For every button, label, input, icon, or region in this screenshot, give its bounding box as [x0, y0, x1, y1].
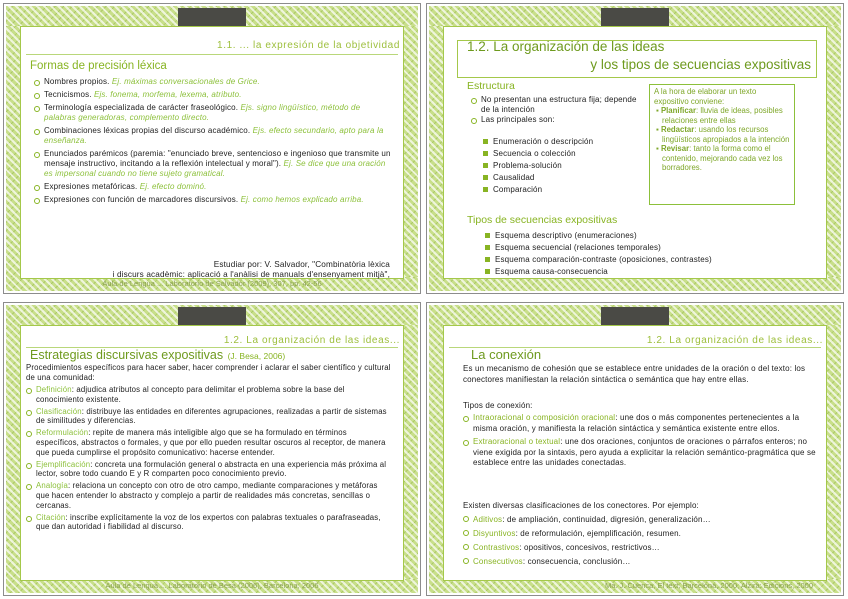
list-item — [34, 195, 392, 205]
list-item — [34, 182, 392, 192]
tip-text: : usando los recursos lingüísticos apropiados a la intención — [662, 125, 790, 144]
slide-4 — [426, 302, 844, 596]
class-name: Contrastivos — [473, 543, 520, 552]
list-item — [463, 513, 819, 527]
list-item — [463, 413, 819, 434]
class-name: Aditivos — [473, 515, 503, 524]
title-citation: (J. Besa, 2006) — [227, 351, 286, 361]
class-text: : de ampliación, continuidad, digresión, generalización… — [502, 515, 711, 524]
section-header: 1.1. ... la expresión de la objetividad — [217, 40, 400, 51]
class-name: Disyuntivos — [473, 529, 516, 538]
slide-footer: Ma. J. Cuenca, El text, Barcelona, 2000, Alzira: Edicions, 2000 — [604, 581, 813, 590]
slide-title: Formas de precisión léxica — [30, 60, 167, 72]
section-header: 1.2. La organización de las ideas... — [223, 335, 400, 346]
tip-label: Planificar — [660, 106, 697, 115]
list-item: Problema-solución — [483, 160, 643, 172]
tipos-list — [485, 230, 815, 278]
class-text: : de reformulación, ejemplificación, resumen. — [515, 529, 682, 538]
item-example: Ej. Se dice que una oración es impersonal cuando no tiene sujeto gramatical. — [44, 159, 386, 178]
class-text: : opositivos, concesivos, restrictivos… — [519, 543, 660, 552]
list-item — [26, 428, 392, 457]
list-item — [26, 460, 392, 480]
strategy-text: : repite de manera más inteligible algo que se ha formulado en términos específicos, abstractos o formales, y que por ello pueden resultar oscuros al receptor, de manera que pueda cumplirse el propósito comunicativo: hacerse entender. — [36, 428, 386, 457]
list-item — [463, 541, 819, 555]
tip-text: : tanto la forma como el contenido, mejorando cada vez los borradores. — [662, 144, 783, 172]
list-item — [463, 437, 819, 469]
type-name: Intraoracional o composición oracional — [473, 413, 616, 422]
list-item — [26, 385, 392, 405]
list-item: Enumeración o descripción — [483, 136, 643, 148]
item-text: Tecnicismos. — [44, 90, 92, 99]
list-item — [34, 126, 392, 146]
slide-title: La conexión — [471, 347, 542, 362]
list-item — [463, 555, 819, 569]
strategy-name: Analogía — [36, 481, 68, 491]
tip-item: ▪ Redactar: usando los recursos lingüísticos apropiados a la intención — [656, 125, 790, 144]
list-item — [34, 77, 392, 87]
item-example: Ejs. signo lingüístico, método de palabras generadoras, complemento directo. — [44, 103, 361, 122]
citation: Estudiar por: V. Salvador, "Combinatòria lèxica i discurs acadèmic: aplicació a l'anàlisi de manuals d'ensenyament mitjà", — [112, 260, 390, 279]
item-text: Combinaciones léxicas propias del discurso académico. — [44, 126, 251, 135]
type-text: : une dos oraciones, conjuntos de oraciones o párrafos enteros; no viene exigida por la sintaxis, pero ayuda a explicitar la relación semántico-pragmática que se establece entre las unidades conectadas. — [473, 437, 816, 467]
list-item: Esquema descriptivo (enumeraciones) — [485, 230, 815, 242]
intro-text: Es un mecanismo de cohesión que se establece entre unidades de la oración o del texto: los conectores manifiestan la relación sintáctica o semántica que hay entre ellas. — [463, 364, 806, 384]
list-item: Las principales son: — [471, 115, 641, 125]
slide-title-2: y los tipos de secuencias expositivas — [590, 57, 811, 72]
tip-item: ▪ Revisar: tanto la forma como el contenido, mejorando cada vez los borradores. — [656, 144, 783, 172]
list-item: Esquema comparación-contraste (oposiciones, contrastes) — [485, 254, 815, 266]
list-item: Esquema causa-consecuencia — [485, 266, 815, 278]
list-item — [34, 90, 392, 100]
tip-item: ▪ Planificar: lluvia de ideas, posibles relaciones entre ellas — [656, 106, 783, 125]
writing-tips-box: A la hora de elaborar un texto expositivo conviene: ▪ Planificar: lluvia de ideas, posibles relaciones entre ellas ▪ Redactar: usando los recursos lingüísticos apropiados a la intención ▪ Revisar: tanto la forma como el contenido, mejorando cada vez los borradores. — [649, 84, 795, 205]
estructura-heading: Estructura — [467, 80, 515, 92]
strategy-name: Ejemplificación — [36, 459, 91, 469]
slide-tab — [601, 307, 669, 325]
strategy-name: Clasificación — [36, 406, 82, 416]
type-name: Extraoracional o textual — [473, 437, 561, 446]
strategy-name: Reformulación — [36, 428, 89, 438]
precision-list — [34, 77, 392, 208]
item-text: Enunciados parémicos (paremia: "enunciado breve, sentencioso e ingenioso que transmite un mensaje instructivo, incitando a la reflexión intelectual y moral"). — [44, 149, 391, 168]
list-item — [463, 527, 819, 541]
item-text: Nombres propios. — [44, 77, 110, 86]
slide-2 — [426, 3, 844, 294]
slide-tab — [601, 8, 669, 26]
item-example: Ej. como hemos explicado arriba. — [240, 195, 364, 204]
list-item — [34, 103, 392, 123]
slide-3 — [3, 302, 421, 596]
list-item — [26, 481, 392, 510]
strategy-text: : relaciona un concepto con otro de otro campo, mediante comparaciones y metáforas que hacen entender lo abstracto y complejo a partir de realidades más concretas, sencillas o cercanas. — [36, 481, 378, 510]
list-item: Comparación — [483, 184, 643, 196]
list-item: Secuencia o colección — [483, 148, 643, 160]
strategy-text: : inscribe explícitamente la voz de los expertos con palabras textuales o parafraseadas, que dan autoridad i fiabilidad al discurso. — [36, 512, 381, 532]
class-name: Consecutivos — [473, 557, 523, 566]
item-text: Expresiones metafóricas. — [44, 182, 138, 191]
item-example: Ej. efecto dominó. — [139, 182, 207, 191]
strategy-name: Definición — [36, 385, 72, 394]
item-example: Ejs. efecto secundario, apto para la enseñanza. — [44, 126, 384, 145]
list-item: Esquema secuencial (relaciones temporales) — [485, 242, 815, 254]
slide-1 — [3, 3, 421, 294]
tip-label: Revisar — [660, 144, 690, 153]
type-text: : une dos o más componentes pertenecientes a la misma oración, y manifiesta la relación sintáctica y semántica existente entre ellos. — [473, 413, 800, 433]
item-text: Terminología especializada de carácter fraseológico. — [44, 103, 239, 112]
tip-label: Redactar — [660, 125, 695, 134]
tipos-heading: Tipos de secuencias expositivas — [467, 214, 618, 226]
section-header: 1.2. La organización de las ideas... — [646, 335, 823, 346]
item-text: Expresiones con función de marcadores discursivos. — [44, 195, 239, 204]
slide-tab — [178, 307, 246, 325]
slide-title: Estrategias discursivas expositivas — [30, 348, 224, 362]
tip-text: : lluvia de ideas, posibles relaciones entre ellas — [662, 106, 783, 125]
slide-footer: Aula de Lengua ... Laboratorio de Besa (2006), Barcelona, 2006 — [105, 581, 319, 590]
item-example: Ejs. fonema, morfema, lexema, atributo. — [93, 90, 242, 99]
connection-types-list — [463, 413, 819, 472]
strategy-text: : distribuye las entidades en diferentes agrupaciones, realizadas a partir de sistemas de similitudes y diferencias. — [36, 406, 387, 426]
classifications-intro: Existen diversas clasificaciones de los conectores. Por ejemplo: — [463, 501, 699, 510]
sequence-types-list — [483, 136, 643, 196]
list-item — [26, 513, 392, 533]
class-text: : consecuencia, conclusión… — [522, 557, 631, 566]
slide-tab — [178, 8, 246, 26]
slide-footer: Aula de Lengua ... Laboratorio de Salvador (2009), 307, pp. 42-56 — [102, 279, 322, 288]
strategy-name: Citación — [36, 512, 66, 522]
list-item: Causalidad — [483, 172, 643, 184]
estructura-list — [471, 95, 641, 125]
list-item — [34, 149, 392, 179]
list-item: No presentan una estructura fija; depende de la intención — [471, 95, 641, 115]
strategy-text: : concreta una formulación general o abstracta en una experiencia más próxima al lector, sobre todo cuando E y R comparten poco conocimiento previo. — [36, 459, 387, 479]
strategies-list — [26, 385, 392, 534]
item-example: Ej. máximas conversacionales de Grice. — [111, 77, 260, 86]
connector-classes-list — [463, 513, 819, 569]
list-item — [26, 407, 392, 427]
strategy-text: : adjudica atributos al concepto para delimitar el problema sobre la base del conocimiento existente. — [36, 385, 345, 404]
tipos-label: Tipos de conexión: — [463, 401, 533, 410]
slide-title-1: 1.2. La organización de las ideas — [467, 39, 665, 54]
intro-text: Procedimientos específicos para hacer saber, hacer comprender i aclarar el saber científico y cultural de una comunidad: — [26, 363, 391, 382]
